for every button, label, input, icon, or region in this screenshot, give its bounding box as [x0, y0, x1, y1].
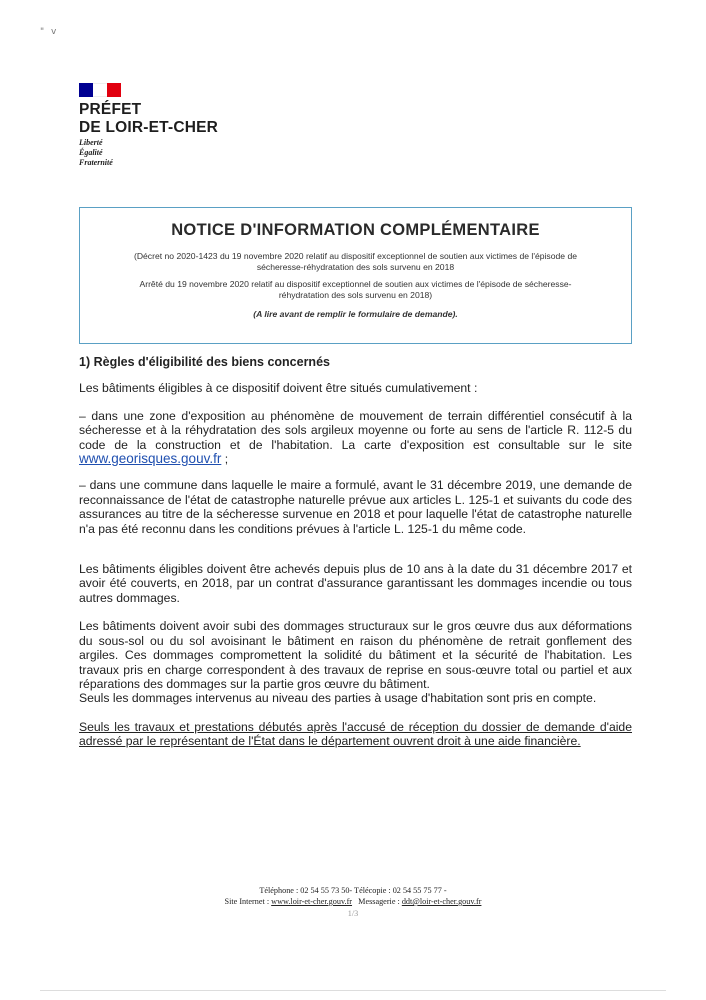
flag-red-band — [107, 83, 121, 97]
footer-site-link[interactable]: www.loir-et-cher.gouv.fr — [271, 897, 353, 906]
footer-contact-line — [0, 897, 706, 907]
main-content — [79, 355, 632, 749]
republic-motto — [79, 138, 113, 168]
notice-header-box — [79, 207, 632, 344]
item-zone-end: ; — [221, 452, 229, 467]
eligibility-intro: Les bâtiments éligibles à ce dispositif doivent être situés cumulativement : — [79, 381, 478, 396]
prefet-line-2: DE LOIR-ET-CHER — [79, 119, 219, 136]
notice-arrete-reference: Arrêté du 19 novembre 2020 relatif au dispositif exceptionnel de soutien aux victimes de l'épisode de sécheresse-réhydratation des sols survenu en 2018) — [139, 279, 572, 300]
flag-blue-band — [79, 83, 93, 97]
notice-title: NOTICE D'INFORMATION COMPLÉMENTAIRE — [171, 221, 540, 239]
motto-liberte: Liberté — [79, 138, 103, 147]
prefecture-name — [79, 101, 218, 137]
paragraph-financial-aid-condition: Seuls les travaux et prestations débutés après l'accusé de réception du dossier de demande d'aide adressé par le représentant de l'État dans le département ouvrent droit à une aide financière. — [79, 719, 632, 749]
motto-fraternite: Fraternité — [79, 158, 113, 167]
footer-site-label: Site Internet : — [224, 897, 270, 906]
section-1-title: 1) Règles d'éligibilité des biens concernés — [79, 355, 330, 369]
flag-white-band — [93, 83, 107, 97]
georisques-link[interactable]: www.georisques.gouv.fr — [79, 451, 222, 467]
prefet-line-1: PRÉFET — [79, 101, 142, 118]
footer-mail-label: Messagerie : — [358, 897, 400, 906]
marianne-flag-logo — [79, 83, 121, 97]
motto-egalite: Égalité — [79, 148, 103, 157]
paragraph-achievement: Les bâtiments éligibles doivent être achevés depuis plus de 10 ans à la date du 31 décembre 2017 et avoir été couverts, en 2018, par un contrat d'assurance garantissant les dommages incendie ou tous autres dommages. — [79, 562, 632, 605]
eligibility-item-commune: – dans une commune dans laquelle le maire a formulé, avant le 31 décembre 2019, une demande de reconnaissance de l'état de catastrophe naturelle prévue aux articles L. 125-1 et suivants du code des assurances au titre de la sécheresse survenue en 2018 et pour laquelle l'état de catastrophe naturelle n'a pas été reconnu dans les conditions prévues à l'article L. 125-1 du même code. — [79, 478, 632, 536]
scan-bottom-edge — [40, 990, 666, 991]
footer-phone-line: Téléphone : 02 54 55 73 50- Télécopie : 02 54 55 75 77 - — [259, 886, 447, 895]
scan-corner-mark: " v — [40, 27, 59, 37]
item-zone-text: – dans une zone d'exposition au phénomène de mouvement de terrain différentiel consécutif à la sécheresse et à la réhydratation des sols argileux moyenne ou forte au sens de l'article R. 112-5 du code de la construction et de l'habitation. La carte d'exposition est consultable sur le site — [79, 408, 632, 452]
notice-decree-reference: (Décret no 2020-1423 du 19 novembre 2020 relatif au dispositif exceptionnel de soutien aux victimes de l'épisode de sécheresse-réhydratation des sols survenu en 2018 — [133, 251, 578, 272]
footer-mail-link[interactable]: ddt@loir-et-cher.gouv.fr — [401, 897, 482, 906]
eligibility-item-zone — [79, 409, 632, 467]
paragraph-damages: Les bâtiments doivent avoir subi des dommages structuraux sur le gros œuvre dus aux déformations du sous-sol ou du sol avoisinant le bâtiment en raison du phénomène de retrait gonflement des argiles. Ces dommages compromettent la solidité du bâtiment et la sécurité de l'habitation. Les travaux pris en charge correspondent à des travaux de reprise en sous-œuvre total ou partiel et aux réparations des dommages sur la partie gros œuvre du bâtiment. — [79, 619, 632, 691]
notice-reading-reminder: (A lire avant de remplir le formulaire de demande). — [253, 309, 458, 319]
footer-page-mark: 1/3 — [347, 909, 359, 918]
paragraph-habitation: Seuls les dommages intervenus au niveau des parties à usage d'habitation sont pris en compte. — [79, 691, 597, 706]
